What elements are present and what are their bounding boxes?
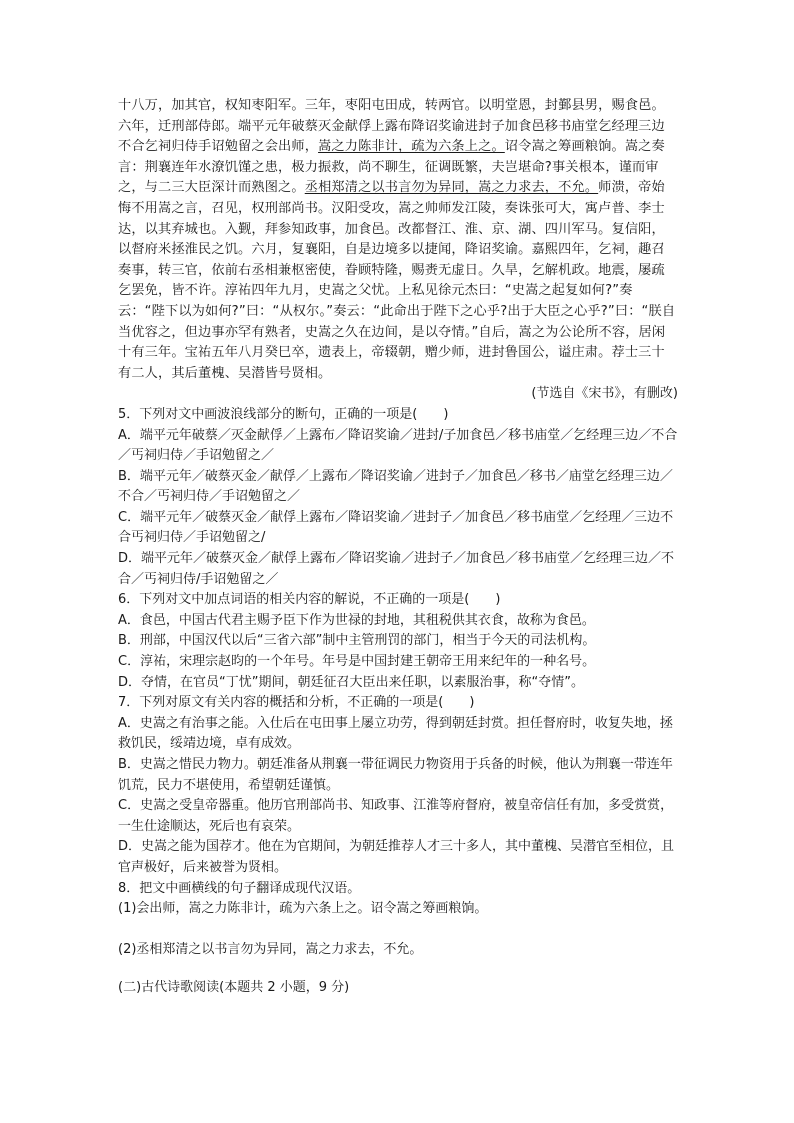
question-5-option-d: D．端平元年／破蔡灭金／献俘上露布／降诏奖谕／进封子／加食邑／移书庙堂／乞经理三边／不合／丐祠归侍/手诏勉留之／ [118,551,675,587]
section-heading: (二)古代诗歌阅读(本题共 2 小题，9 分) [118,980,350,996]
question-6-option-a: A．食邑，中国古代君主赐予臣下作为世禄的封地，其租税供其衣食，故称为食邑。 [118,612,595,628]
answer-space-1 [118,920,678,940]
question-5-option-c: C．端平元年／破蔡灭金／献俘上露布／降诏奖谕／进封子／加食邑／移书庙堂／乞经理／三边不合丐祠归侍／手诏勉留之/ [118,509,674,546]
question-5-option-b: B．端平元年／破蔡灭金／献俘／上露布／降诏奖谕／进封子／加食邑／移书／庙堂乞经理三边／不合／丐祠归侍／手诏勉留之／ [118,468,673,505]
question-6-stem: 6．下列对文中加点词语的相关内容的解说，不正确的一项是( ) [118,592,501,608]
passage-text-1: 十八万，加其官，权知枣阳军。三年，枣阳屯田成，转两官。以明堂恩，封鄞县男，赐食邑。六年，迁刑部侍郎。端平元年破蔡灭金献俘上露布降诏奖谕进封子加食邑移书庙堂乞经理三边不合乞祠归侍手诏勉留之会出师， [118,98,665,155]
question-7-option-b: B．史嵩之惜民力物力。朝廷准备从荆襄一带征调民力物资用于兵备的时候，他认为荆襄一带连年饥荒，民力不堪使用，希望朝廷谨慎。 [118,757,673,793]
question-5-option-a: A．端平元年破蔡／灭金献俘／上露布／降诏奖谕／进封/子加食邑／移书庙堂／乞经理三边／不合／丐祠归侍／手诏勉留之／ [118,427,678,464]
question-8-sentence-1: (1)会出师，嵩之力陈非计，疏为六条上之。诏令嵩之筹画粮饷。 [118,901,488,917]
underlined-sentence-2: 丞相郑清之以书言勿为异同，嵩之力求去，不允。 [304,180,599,196]
underlined-sentence-1: 嵩之力陈非计，疏为六条上之。 [318,139,505,155]
passage-text-3: 师溃，帝始悔不用嵩之言，召见，权刑部尚书。汉阳受攻，嵩之帅师发江陵，奏诛张可大，寓卢普、李士达，以其弃城也。入觐，拜参知政事，加食邑。改都督江、淮、京、湖、四川军马。复信阳，以督府米拯淮民之饥。六月，复襄阳，自是边境多以捷闻，降诏奖谕。嘉熙四年，乞祠，趣召奏事，转三官，依前右丞相兼枢密使，眷顾特隆，赐赉无虚日。久旱，乞解机政。地震，屡疏乞罢免，皆不许。淳祐四年九月，史嵩之父忧。上私见徐元杰曰：“史嵩之起复如何?”奏云：“陛下以为如何?”曰：“从权尔。”奏云：“此命出于陛下之心乎?出于大臣之心乎?”曰：“朕自当优容之，但边事亦罕有熟者，史嵩之久在边间，是以夺情。”自后，嵩之为公论所不容，居闲十有三年。宝祐五年八月癸巳卒，遗表上，帝辍朝，赠少师，进封鲁国公，谥庄肃。荐士三十有二人，其后董槐、吴潜皆号贤相。 [118,180,676,381]
question-7-option-a: A．史嵩之有治事之能。入仕后在屯田事上屡立功劳，得到朝廷封赏。担任督府时，收复失地，拯救饥民，绥靖边境，卓有成效。 [118,715,673,752]
question-7-stem: 7．下列对原文有关内容的概括和分析，不正确的一项是( ) [118,695,475,711]
passage-paragraph [118,96,678,384]
document-page [118,96,678,999]
answer-space-2 [118,960,678,978]
question-7-option-d: D．史嵩之能为国荐才。他在为官期间，为朝廷推荐人才三十多人，其中董槐、吴潜官至相位，且官声极好，后来被誉为贤相。 [118,839,675,875]
question-6-option-d: D．夺情，在官员“丁忧”期间，朝廷征召大臣出来任职，以素服治事，称“夺情”。 [118,674,584,690]
question-6-option-b: B．刑部，中国汉代以后“三省六部”制中主管刑罚的部门，相当于今天的司法机构。 [118,633,596,649]
question-5-stem: 5．下列对文中画波浪线部分的断句，正确的一项是( ) [118,406,449,422]
passage-text-2: 诏令嵩之筹画粮饷。嵩之奏言：荆襄连年水潦饥馑之患，极力振救，尚不聊生，征调既繁，夫岂堪命?事关根本，谨而审之，与二三大臣深计而熟图之。 [118,139,665,196]
passage-source: (节选自《宋书》，有删改) [531,386,678,402]
question-8-sentence-2: (2)丞相郑清之以书言勿为异同，嵩之力求去，不允。 [118,941,423,957]
question-7-option-c: C．史嵩之受皇帝器重。他历官刑部尚书、知政事、江淮等府督府，被皇帝信任有加，多受赏赏，一生仕途顺达，死后也有哀荣。 [118,798,674,834]
question-6-option-c: C．淳祐，宋理宗赵昀的一个年号。年号是中国封建王朝帝王用来纪年的一种名号。 [118,654,596,670]
question-8-stem: 8．把文中画横线的句子翻译成现代汉语。 [118,880,361,896]
